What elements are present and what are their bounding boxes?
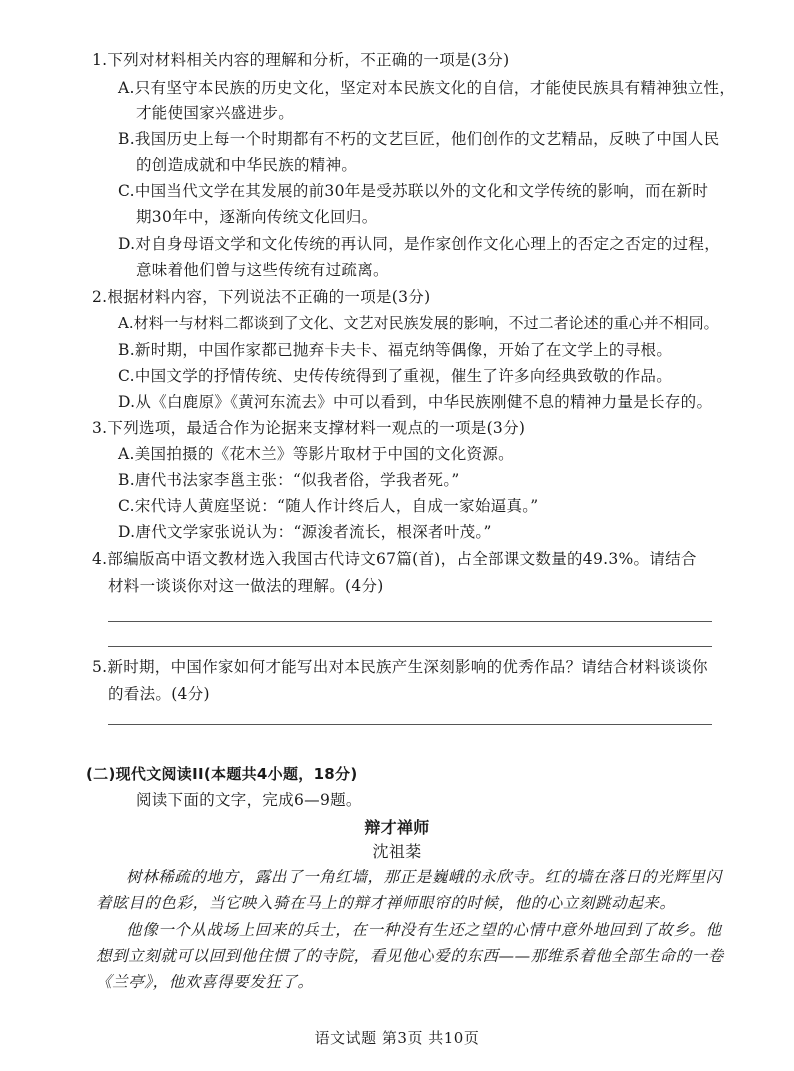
q5-line1: 5.新时期，中国作家如何才能写出对本民族产生深刻影响的优秀作品？请结合材料谈谈你 bbox=[92, 658, 708, 676]
q5-answer-line[interactable] bbox=[108, 724, 712, 725]
section-heading: (二)现代文阅读II(本题共4小题，18分) bbox=[86, 765, 358, 783]
paragraph-2-line-3: 《兰亭》，他欢喜得要发狂了。 bbox=[96, 973, 314, 991]
paragraph-1-line-1: 树林稀疏的地方，露出了一角红墙，那正是巍峨的永欣寺。红的墙在落日的光辉里闪 bbox=[126, 868, 722, 886]
q4-line2: 材料一谈谈你对这一做法的理解。(4分) bbox=[108, 577, 384, 595]
q2-option-a: A.材料一与材料二都谈到了文化、文艺对民族发展的影响，不过二者论述的重心并不相同。 bbox=[118, 314, 719, 332]
q1-option-a: A.只有坚守本民族的历史文化，坚定对本民族文化的自信，才能使民族具有精神独立性， bbox=[118, 79, 736, 97]
q3-option-a: A.美国拍摄的《花木兰》等影片取材于中国的文化资源。 bbox=[118, 445, 514, 463]
q1-option-c: C.中国当代文学在其发展的前30年是受苏联以外的文化和文学传统的影响，而在新时 bbox=[118, 182, 709, 200]
q4-line1: 4.部编版高中语文教材选入我国古代诗文67篇(首)，占全部课文数量的49.3%。请结合 bbox=[92, 550, 697, 568]
q4-answer-line-1[interactable] bbox=[108, 621, 712, 622]
q2-option-c: C.中国文学的抒情传统、史传传统得到了重视，催生了许多向经典致敬的作品。 bbox=[118, 367, 673, 385]
page-footer: 语文试题 第3页 共10页 bbox=[314, 1029, 480, 1047]
q2-stem: 2.根据材料内容，下列说法不正确的一项是(3分) bbox=[92, 288, 431, 306]
q2-option-b: B.新时期，中国作家都已抛弃卡夫卡、福克纳等偶像，开始了在文学上的寻根。 bbox=[118, 341, 673, 359]
section-instruction: 阅读下面的文字，完成6—9题。 bbox=[136, 791, 362, 809]
article-title: 辩才禅师 bbox=[364, 818, 430, 837]
q3-option-b: B.唐代书法家李邕主张：“似我者俗，学我者死。” bbox=[118, 471, 460, 489]
paragraph-1-line-2: 着眩目的色彩，当它映入骑在马上的辩才禅师眼帘的时候，他的心立刻跳动起来。 bbox=[96, 894, 676, 912]
q3-option-c: C.宋代诗人黄庭坚说：“随人作计终后人，自成一家始逼真。” bbox=[118, 497, 539, 515]
q1-option-b-cont: 的创造成就和中华民族的精神。 bbox=[136, 156, 358, 174]
q3-option-d: D.唐代文学家张说认为：“源浚者流长，根深者叶茂。” bbox=[118, 523, 492, 541]
paragraph-2-line-1: 他像一个从战场上回来的兵士，在一种没有生还之望的心情中意外地回到了故乡。他 bbox=[126, 921, 722, 939]
q5-line2: 的看法。(4分) bbox=[108, 685, 210, 703]
q1-option-d-cont: 意味着他们曾与这些传统有过疏离。 bbox=[136, 261, 389, 279]
q4-answer-line-2[interactable] bbox=[108, 646, 712, 647]
q1-option-d: D.对自身母语文学和文化传统的再认同，是作家创作文化心理上的否定之否定的过程， bbox=[118, 235, 721, 253]
q2-option-d: D.从《白鹿原》《黄河东流去》中可以看到，中华民族刚健不息的精神力量是长存的。 bbox=[118, 393, 713, 411]
article-author: 沈祖棻 bbox=[372, 842, 422, 861]
q3-stem: 3.下列选项，最适合作为论据来支撑材料一观点的一项是(3分) bbox=[92, 419, 526, 437]
q1-option-c-cont: 期30年中，逐渐向传统文化回归。 bbox=[136, 208, 378, 226]
q1-option-a-cont: 才能使国家兴盛进步。 bbox=[136, 104, 295, 122]
q1-stem: 1.下列对材料相关内容的理解和分析，不正确的一项是(3分) bbox=[92, 51, 510, 69]
q1-option-b: B.我国历史上每一个时期都有不朽的文艺巨匠，他们创作的文艺精品，反映了中国人民 bbox=[118, 130, 720, 148]
paragraph-2-line-2: 想到立刻就可以回到他住惯了的寺院，看见他心爱的东西——那维系着他全部生命的一卷 bbox=[96, 947, 724, 965]
